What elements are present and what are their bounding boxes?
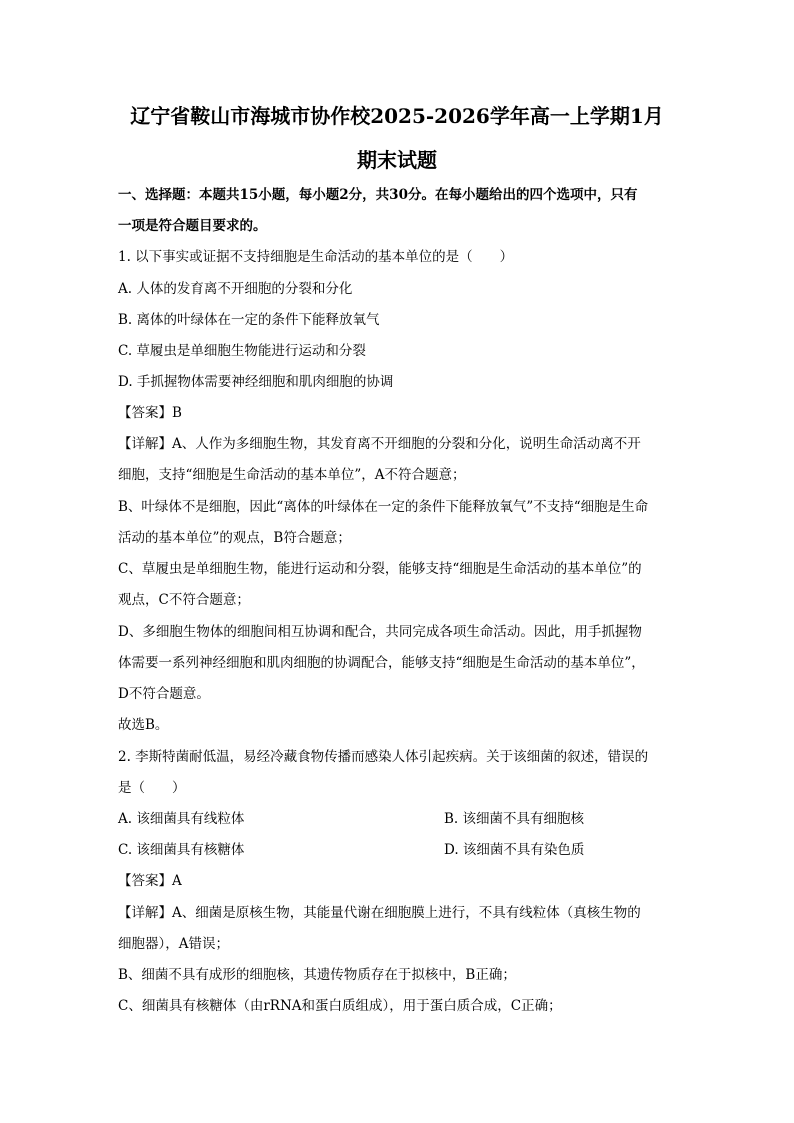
question-1-explanation-line: D、多细胞生物体的细胞间相互协调和配合，共同完成各项生命活动。因此，用手抓握物 — [118, 624, 642, 640]
section-heading-line1: 一、选择题：本题共15小题，每小题2分，共30分。在每小题给出的四个选项中，只有 — [118, 187, 638, 203]
question-2-explanation-line: C、细菌具有核糖体（由rRNA和蛋白质组成），用于蛋白质合成，C正确； — [118, 998, 562, 1014]
question-1-option-b: B. 离体的叶绿体在一定的条件下能释放氧气 — [118, 312, 380, 328]
question-2-explanation-line: B、细菌不具有成形的细胞核，其遗传物质存在于拟核中，B正确； — [118, 967, 516, 983]
question-1-explanation-line: B、叶绿体不是细胞，因此“离体的叶绿体在一定的条件下能释放氧气”不支持“细胞是生命 — [118, 499, 649, 515]
question-2-option-a: A. 该细菌具有线粒体 — [118, 811, 245, 827]
question-2-option-d: D. 该细菌不具有染色质 — [444, 842, 585, 858]
question-2-explanation-line: 【详解】A、细菌是原核生物，其能量代谢在细胞膜上进行，不具有线粒体（真核生物的 — [118, 905, 641, 921]
question-2-explanation-line: 细胞器），A错误； — [118, 936, 229, 952]
question-1-explanation-line: 故选B。 — [118, 717, 169, 733]
question-2-stem-line1: 2. 李斯特菌耐低温，易经冷藏食物传播而感染人体引起疾病。关于该细菌的叙述，错误的 — [118, 749, 649, 765]
question-1-explanation-line: 细胞，支持“细胞是生命活动的基本单位”，A不符合题意； — [118, 467, 466, 483]
question-1-explanation-line: C、草履虫是单细胞生物，能进行运动和分裂，能够支持“细胞是生命活动的基本单位”的 — [118, 561, 642, 577]
question-1-explanation-line: D不符合题意。 — [118, 686, 210, 702]
question-1-option-d: D. 手抓握物体需要神经细胞和肌肉细胞的协调 — [118, 374, 394, 390]
document-title-line2: 期末试题 — [357, 148, 437, 172]
question-2-stem-line2: 是（ ） — [118, 780, 186, 796]
question-2-option-c: C. 该细菌具有核糖体 — [118, 842, 245, 858]
question-2-option-b: B. 该细菌不具有细胞核 — [444, 811, 585, 827]
section-heading-line2: 一项是符合题目要求的。 — [118, 218, 267, 234]
question-1-answer: 【答案】B — [118, 405, 182, 421]
question-1-explanation-line: 观点，C不符合题意； — [118, 592, 250, 608]
question-1-explanation-line: 体需要一系列神经细胞和肌肉细胞的协调配合，能够支持“细胞是生命活动的基本单位”， — [118, 655, 645, 671]
document-title-line1: 辽宁省鞍山市海城市协作校2025-2026学年高一上学期1月 — [130, 104, 664, 128]
question-1-explanation-line: 【详解】A、人作为多细胞生物，其发育离不开细胞的分裂和分化，说明生命活动离不开 — [118, 436, 641, 452]
question-1-stem: 1. 以下事实或证据不支持细胞是生命活动的基本单位的是（ ） — [118, 249, 514, 265]
question-1-option-c: C. 草履虫是单细胞生物能进行运动和分裂 — [118, 343, 366, 359]
question-1-explanation-line: 活动的基本单位”的观点，B符合题意； — [118, 530, 351, 546]
question-2-answer: 【答案】A — [118, 873, 182, 889]
question-1-option-a: A. 人体的发育离不开细胞的分裂和分化 — [118, 281, 353, 297]
